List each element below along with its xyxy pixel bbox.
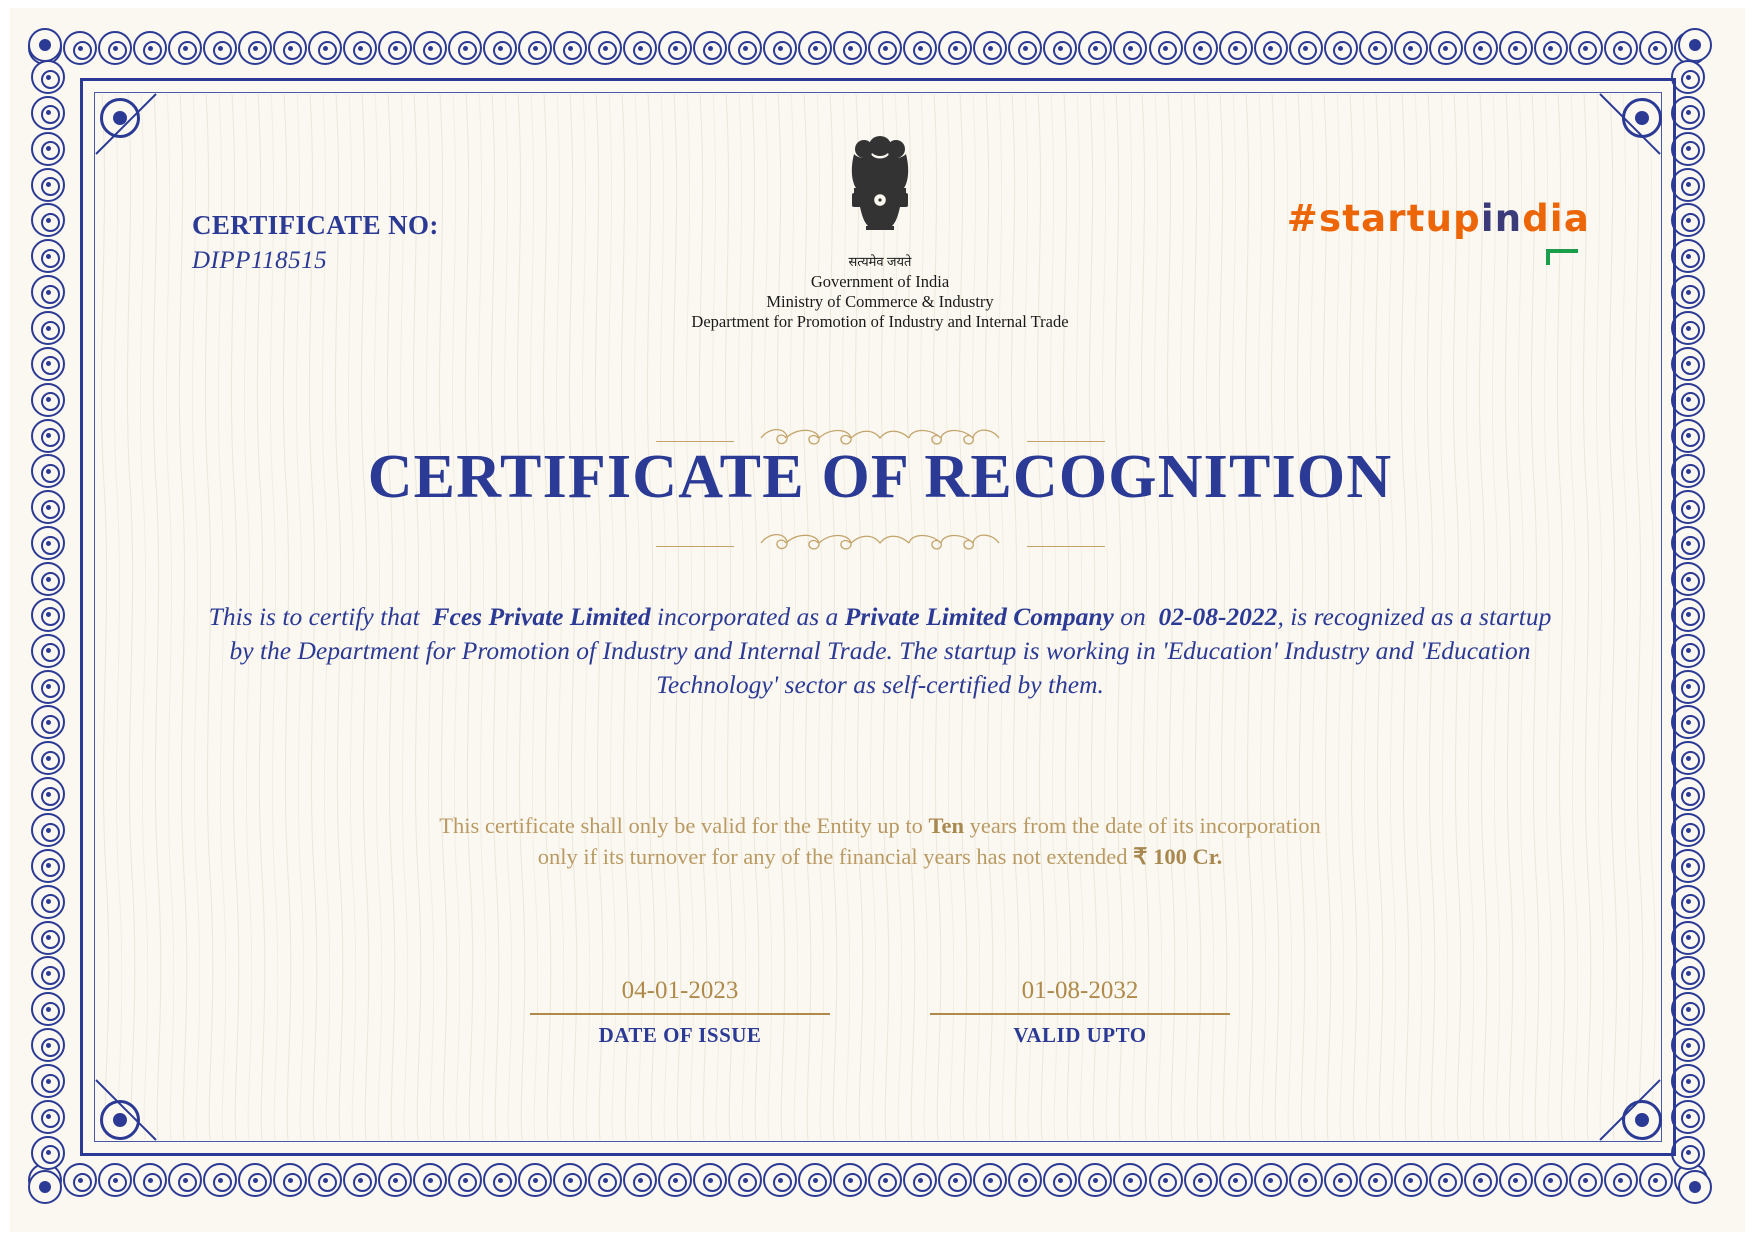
date-of-issue-block	[530, 977, 830, 1048]
startup-india-logo	[1287, 197, 1590, 240]
certificate-number-block	[192, 210, 439, 275]
certificate-number-value: DIPP118515	[192, 247, 328, 274]
authority-line-1: Government of India	[810, 272, 950, 291]
divider-bottom	[110, 530, 1650, 562]
emblem-motto: सत्यमेव जयते	[848, 254, 912, 269]
border-ornament-bottom	[28, 1160, 1708, 1200]
body-middle-1: incorporated as a	[656, 602, 839, 631]
date-of-issue-value: 04-01-2023	[621, 977, 739, 1004]
dates-row	[530, 977, 1230, 1048]
brand-hash: #	[1286, 197, 1319, 240]
border-corner-top-left	[28, 28, 62, 62]
border-corner-bottom-right	[1678, 1170, 1712, 1204]
brand-di: di	[1522, 197, 1564, 240]
brand-startup: startup	[1318, 197, 1481, 240]
valid-upto-label: VALID UPTO	[1013, 1022, 1147, 1047]
validity-line-2	[280, 841, 1480, 872]
body-middle-2: on	[1120, 602, 1146, 631]
border-ornament-top	[28, 28, 1708, 68]
valid-upto-rule	[930, 1013, 1230, 1015]
brand-in: in	[1480, 197, 1523, 240]
certificate-number-label: CERTIFICATE NO:	[192, 210, 439, 240]
border-ornament-left	[28, 60, 68, 1170]
authority-line-3: Department for Promotion of Industry and Internal Trade	[691, 312, 1069, 331]
validity-line-1	[280, 810, 1480, 841]
india-flag-swoosh-icon	[1544, 243, 1588, 269]
body-suffix: , is recognized as a startup by the Department for Promotion of Industry and Internal Trade. The startup is working in 'Education' Industry and 'Education Technology' sector as self-certified by them.	[229, 602, 1552, 699]
india-state-emblem-icon	[834, 130, 926, 250]
validity-years: Ten	[928, 813, 964, 838]
validity-line2-prefix: only if its turnover for any of the financial years has not extended	[537, 844, 1128, 869]
validity-note	[280, 810, 1480, 872]
date-of-issue-label: DATE OF ISSUE	[598, 1022, 762, 1047]
incorporation-date: 02-08-2022	[1158, 602, 1278, 631]
date-of-issue-rule	[530, 1013, 830, 1015]
ornamental-swirl-divider-2	[755, 530, 1005, 562]
valid-upto-value: 01-08-2032	[1021, 977, 1139, 1004]
entity-type: Private Limited Company	[844, 602, 1114, 631]
validity-amount: ₹ 100 Cr.	[1133, 844, 1223, 869]
entity-name: Fces Private Limited	[432, 602, 651, 631]
validity-line1-suffix: years from the date of its incorporation	[969, 813, 1321, 838]
body-prefix: This is to certify that	[208, 602, 420, 631]
certificate-content	[110, 105, 1650, 1135]
valid-upto-block	[930, 977, 1230, 1048]
certificate-body-text	[205, 600, 1555, 702]
page-title: CERTIFICATE OF RECOGNITION	[367, 443, 1393, 511]
border-corner-top-right	[1678, 28, 1712, 62]
border-corner-bottom-left	[28, 1170, 62, 1204]
validity-line1-prefix: This certificate shall only be valid for the Entity up to	[439, 813, 923, 838]
authority-line-2: Ministry of Commerce & Industry	[766, 292, 994, 311]
authority-block	[620, 130, 1140, 332]
brand-a: a	[1563, 197, 1590, 240]
